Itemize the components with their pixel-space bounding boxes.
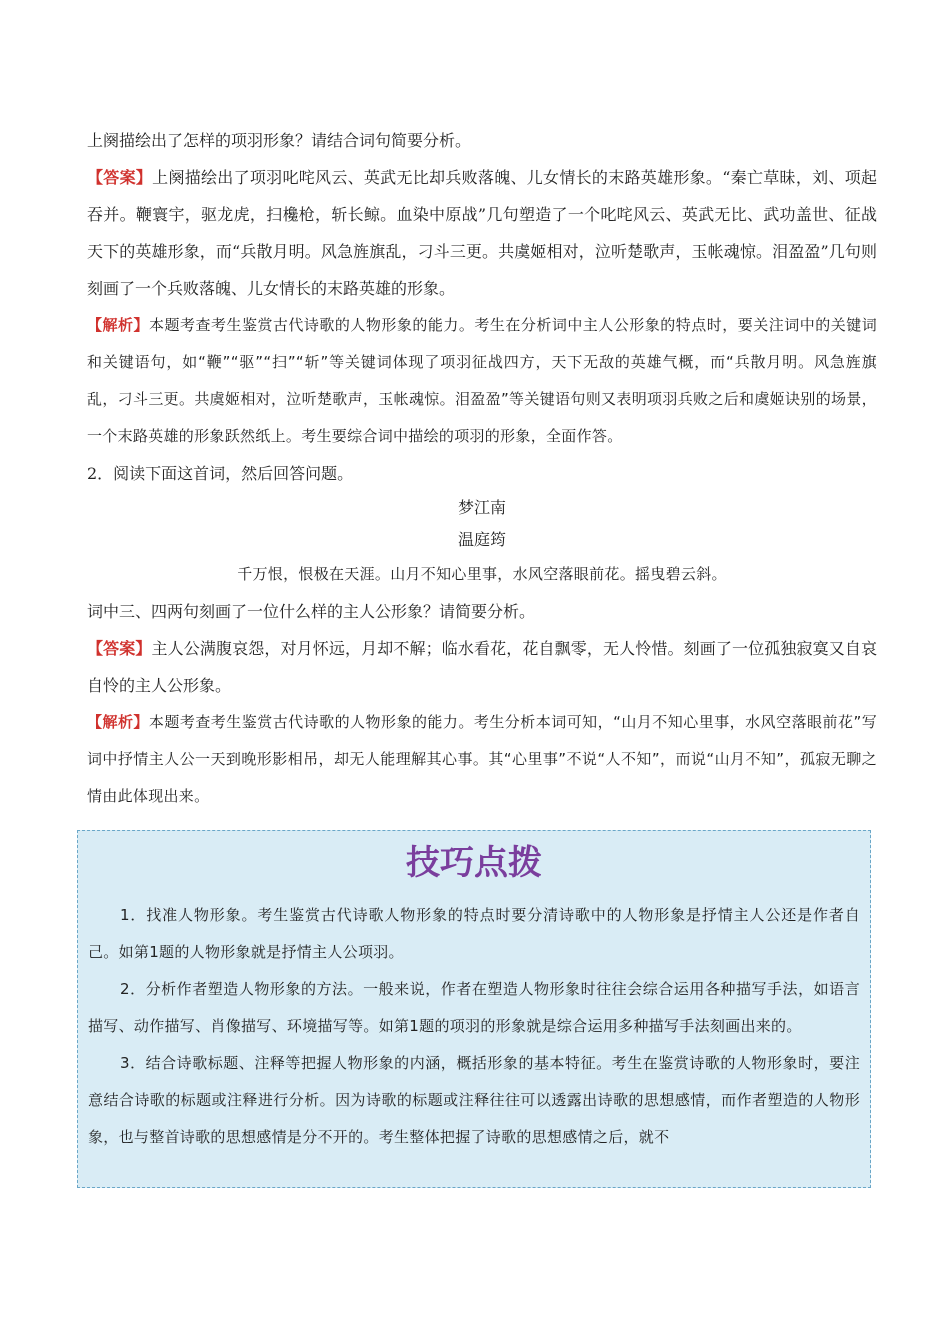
answer-text: 主人公满腹哀怨，对月怀远，月却不解；临水看花，花自飘零，无人怜惜。刻画了一位孤独寂寞又自哀自怜的主人公形象。 [87, 639, 877, 695]
q1-answer [87, 159, 877, 307]
tips-title: 技巧点拨 [406, 843, 542, 883]
q2-intro: 2．阅读下面这首词，然后回答问题。 [87, 464, 354, 483]
analysis-text: 本题考查考生鉴赏古代诗歌的人物形象的能力。考生分析本词可知，“山月不知心里事，水风空落眼前花”写词中抒情主人公一天到晚形影相吊，却无人能理解其心事。其“心里事”不说“人不知”，而说“山月不知”，孤寂无聊之情由此体现出来。 [87, 713, 878, 805]
question-content [87, 122, 877, 815]
answer-text: 上阕描绘出了项羽叱咤风云、英武无比却兵败落魄、儿女情长的末路英雄形象。“秦亡草昧，刘、项起吞并。鞭寰宇，驱龙虎，扫欃枪，斩长鲸。血染中原战”几句塑造了一个叱咤风云、英武无比、武功盖世、征战天下的英雄形象，而“兵散月明。风急旌旗乱，刁斗三更。共虞姬相对，泣听楚歌声，玉帐魂惊。泪盈盈”几句则刻画了一个兵败落魄、儿女情长的末路英雄的形象。 [87, 168, 877, 298]
tips-box [77, 830, 871, 1188]
analysis-text: 本题考查考生鉴赏古代诗歌的人物形象的能力。考生在分析词中主人公形象的特点时，要关注词中的关键词和关键语句，如“鞭”“驱”“扫”“斩”等关键词体现了项羽征战四方，天下无敌的英雄气概，而“兵散月明。风急旌旗乱，刁斗三更。共虞姬相对，泣听楚歌声，玉帐魂惊。泪盈盈”等关键语句则又表明项羽兵败之后和虞姬诀别的场景，一个末路英雄的形象跃然纸上。考生要综合词中描绘的项羽的形象，全面作答。 [87, 316, 878, 445]
poem-title: 梦江南 [457, 498, 506, 517]
poem-text: 千万恨，恨极在天涯。山月不知心里事，水风空落眼前花。摇曳碧云斜。 [237, 565, 727, 583]
tip-item-1: 1．找准人物形象。考生鉴赏古代诗歌人物形象的特点时要分清诗歌中的人物形象是抒情主人公还是作者自己。如第1题的人物形象就是抒情主人公项羽。 [88, 906, 860, 961]
analysis-tag: 【解析】 [87, 713, 149, 731]
q2-answer [87, 630, 877, 704]
q2-question: 词中三、四两句刻画了一位什么样的主人公形象？请简要分析。 [87, 602, 536, 621]
answer-tag: 【答案】 [87, 168, 153, 187]
answer-tag: 【答案】 [87, 639, 152, 658]
q1-analysis [87, 307, 877, 455]
tip-item-3: 3．结合诗歌标题、注释等把握人物形象的内涵，概括形象的基本特征。考生在鉴赏诗歌的人物形象时，要注意结合诗歌的标题或注释进行分析。因为诗歌的标题或注释往往可以透露出诗歌的思想感情，而作者塑造的人物形象，也与整首诗歌的思想感情是分不开的。考生整体把握了诗歌的思想感情之后，就不 [88, 1054, 860, 1146]
tip-item-2: 2．分析作者塑造人物形象的方法。一般来说，作者在塑造人物形象时往往会综合运用各种描写手法，如语言描写、动作描写、肖像描写、环境描写等。如第1题的项羽的形象就是综合运用多种描写手法刻画出来的。 [88, 980, 860, 1035]
q2-analysis [87, 704, 877, 815]
q1-question: 上阕描绘出了怎样的项羽形象？请结合词句简要分析。 [87, 131, 472, 150]
analysis-tag: 【解析】 [87, 316, 149, 334]
poem-author: 温庭筠 [457, 530, 506, 549]
